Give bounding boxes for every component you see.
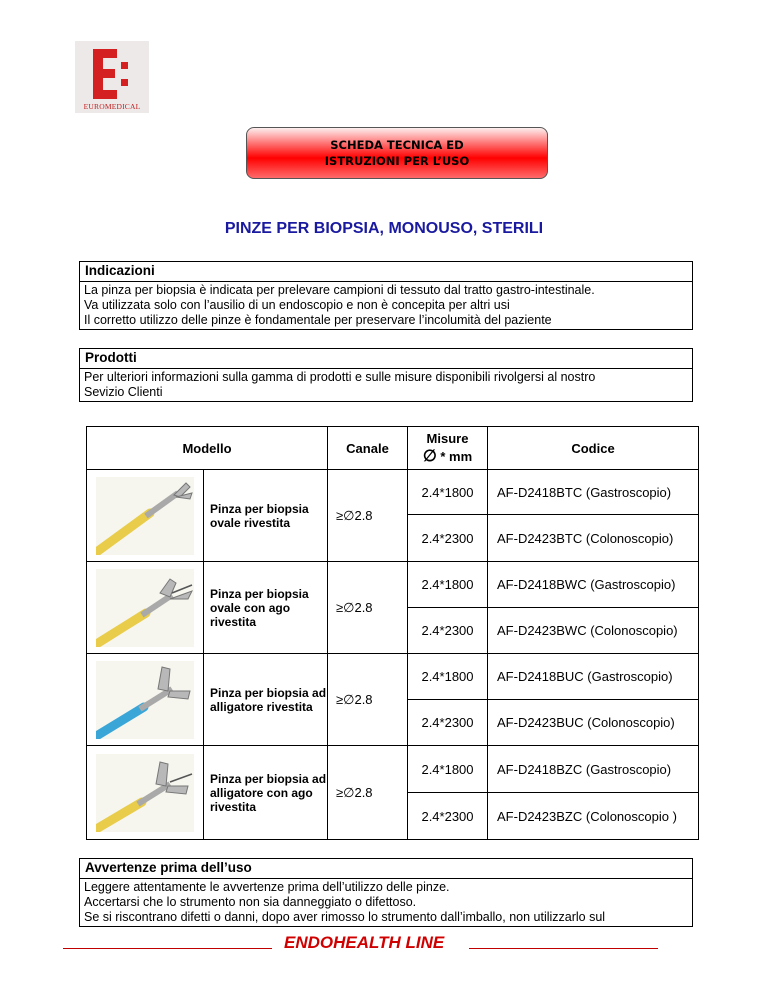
table-row — [87, 654, 699, 700]
product-image — [96, 661, 194, 739]
section-prodotti — [79, 348, 693, 402]
section-heading: Avvertenze prima dell’uso — [80, 859, 692, 879]
product-image — [96, 754, 194, 832]
code-value: AF-D2418BUC (Gastroscopio) — [488, 654, 699, 700]
table-header-row — [87, 427, 699, 470]
section-body — [80, 879, 692, 926]
body-line: Il corretto utilizzo delle pinze è fondamentale per preservare l’incolumità del paziente — [84, 313, 552, 327]
section-indicazioni — [79, 261, 693, 330]
body-line: Sevizio Clienti — [84, 385, 163, 399]
footer-text: ENDOHEALTH LINE — [284, 933, 445, 952]
document-header-box — [246, 127, 548, 179]
section-heading: Indicazioni — [80, 262, 692, 282]
page-title: PINZE PER BIOPSIA, MONOUSO, STERILI — [224, 220, 544, 237]
product-image — [96, 569, 194, 647]
euromedical-logo-mark — [93, 49, 131, 99]
body-line: La pinza per biopsia è indicata per prelevare campioni di tessuto dal tratto gastro-intestinale. — [84, 283, 595, 297]
logo-text: EUROMEDICAL — [83, 102, 141, 111]
canale-value: ≥∅2.8 — [328, 654, 408, 746]
header-canale: Canale — [328, 427, 408, 470]
product-image-cell — [87, 654, 204, 746]
size-value: 2.4*2300 — [408, 793, 488, 840]
table-row — [87, 562, 699, 608]
body-line: Accertarsi che lo strumento non sia danneggiato o difettoso. — [84, 895, 417, 909]
canale-value: ≥∅2.8 — [328, 470, 408, 562]
code-value: AF-D2423BZC (Colonoscopio ) — [488, 793, 699, 840]
size-value: 2.4*1800 — [408, 746, 488, 793]
canale-value: ≥∅2.8 — [328, 562, 408, 654]
product-image — [96, 477, 194, 555]
body-line: Leggere attentamente le avvertenze prima dell’utilizzo delle pinze. — [84, 880, 450, 894]
canale-value: ≥∅2.8 — [328, 746, 408, 840]
table-row — [87, 746, 699, 793]
size-value: 2.4*2300 — [408, 608, 488, 654]
header-line-1: SCHEDA TECNICA ED — [330, 138, 464, 152]
company-logo — [75, 41, 149, 113]
size-value: 2.4*2300 — [408, 700, 488, 746]
misure-unit-text: * mm — [440, 448, 473, 464]
model-name: Pinza per biopsia ad alligatore con ago rivestita — [204, 746, 328, 840]
header-line-2: ISTRUZIONI PER L’USO — [324, 154, 470, 168]
size-value: 2.4*1800 — [408, 654, 488, 700]
size-value: 2.4*1800 — [408, 470, 488, 515]
section-avvertenze — [79, 858, 693, 927]
product-image-cell — [87, 562, 204, 654]
product-image-cell — [87, 746, 204, 840]
code-value: AF-D2418BZC (Gastroscopio) — [488, 746, 699, 793]
model-name: Pinza per biopsia ovale con ago rivestita — [204, 562, 328, 654]
model-name: Pinza per biopsia ovale rivestita — [204, 470, 328, 562]
section-body — [80, 369, 692, 401]
section-body — [80, 282, 692, 329]
body-line: Per ulteriori informazioni sulla gamma di prodotti e sulle misure disponibili rivolgersi al nostro — [84, 370, 596, 384]
body-line: Se si riscontrano difetti o danni, dopo aver rimosso lo strumento dall’imballo, non utilizzarlo sul — [84, 910, 606, 924]
code-value: AF-D2423BTC (Colonoscopio) — [488, 515, 699, 562]
size-value: 2.4*2300 — [408, 515, 488, 562]
footer-rule-left — [63, 948, 272, 949]
size-value: 2.4*1800 — [408, 562, 488, 608]
code-value: AF-D2418BTC (Gastroscopio) — [488, 470, 699, 515]
code-value: AF-D2423BWC (Colonoscopio) — [488, 608, 699, 654]
product-image-cell — [87, 470, 204, 562]
code-value: AF-D2423BUC (Colonoscopio) — [488, 700, 699, 746]
model-name: Pinza per biopsia ad alligatore rivestita — [204, 654, 328, 746]
footer-rule-right — [469, 948, 658, 949]
header-misure — [408, 427, 488, 470]
header-modello: Modello — [87, 427, 328, 470]
table-row — [87, 470, 699, 515]
header-codice: Codice — [488, 427, 699, 470]
diameter-icon: ∅ — [422, 447, 437, 465]
product-table — [86, 426, 699, 840]
code-value: AF-D2418BWC (Gastroscopio) — [488, 562, 699, 608]
section-heading: Prodotti — [80, 349, 692, 369]
header-misure-label: Misure — [426, 430, 469, 446]
body-line: Va utilizzata solo con l’ausilio di un endoscopio e non è concepita per altri usi — [84, 298, 510, 312]
header-misure-unit — [408, 446, 487, 466]
